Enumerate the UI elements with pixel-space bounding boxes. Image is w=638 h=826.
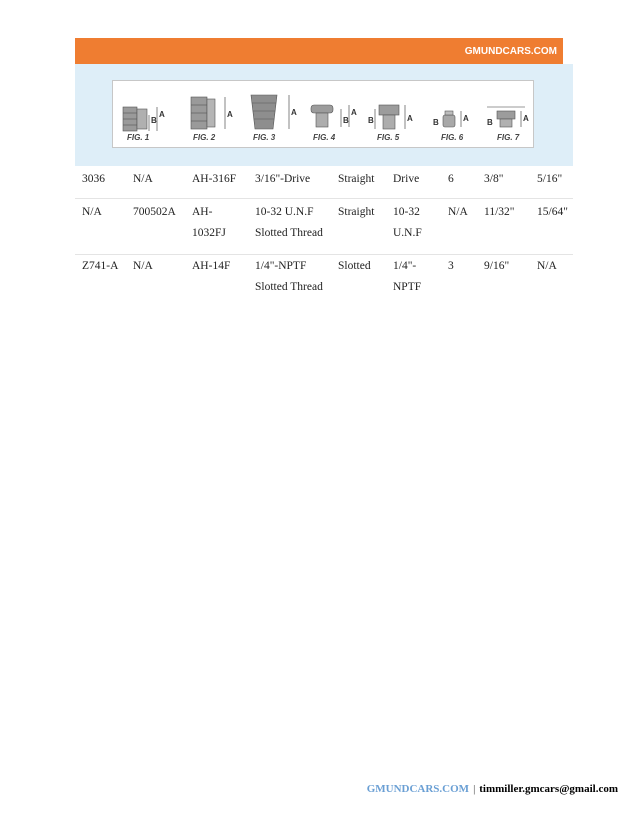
fig4-dim-b: B xyxy=(343,116,349,125)
table-cell: 9/16" xyxy=(484,260,510,272)
table-cell: 1/4"-NPTF Slotted Thread xyxy=(255,260,323,293)
fig3-drawing xyxy=(251,95,289,129)
fig6-dim-b: B xyxy=(433,118,439,127)
table-cell: 3 xyxy=(448,260,454,272)
table-cell: 10-32 U.N.F Slotted Thread xyxy=(255,206,323,239)
table-cell: 3/16"-Drive xyxy=(255,173,311,185)
fig3-label: FIG. 3 xyxy=(253,133,276,142)
fig5-label: FIG. 5 xyxy=(377,133,400,142)
fig3-dim-a: A xyxy=(291,108,297,117)
table-cell: AH- 1032FJ xyxy=(192,206,226,239)
fig7-dim-a: A xyxy=(523,114,529,123)
table-cell: AH-14F xyxy=(192,260,231,272)
table-cell: Straight xyxy=(338,173,375,185)
table-cell: 5/16" xyxy=(537,173,563,185)
table-row xyxy=(75,198,573,255)
table-cell: N/A xyxy=(133,260,153,272)
table-cell: 11/32" xyxy=(484,206,515,218)
footer-email-link[interactable]: timmiller.gmcars@gmail.com xyxy=(479,783,618,795)
header-bar xyxy=(75,38,563,64)
table-cell: 700502A xyxy=(133,206,176,218)
table-cell: Drive xyxy=(393,173,420,185)
table-cell: N/A xyxy=(448,206,468,218)
fig7-label: FIG. 7 xyxy=(497,133,520,142)
footer xyxy=(367,783,618,795)
fittings-figure xyxy=(112,80,534,148)
fig5-drawing xyxy=(375,105,405,129)
table-cell: N/A xyxy=(133,173,153,185)
table-cell: 3/8" xyxy=(484,173,504,185)
brand-label: GMUNDCARS.COM xyxy=(464,45,557,57)
table-cell: N/A xyxy=(82,206,102,218)
fig6-dim-a: A xyxy=(463,114,469,123)
table-cell: AH-316F xyxy=(192,173,237,185)
fig1-label: FIG. 1 xyxy=(127,133,150,142)
fig4-label: FIG. 4 xyxy=(313,133,336,142)
fig2-dim-a: A xyxy=(227,110,233,119)
fig5-dim-a: A xyxy=(407,114,413,123)
table-cell: Z741-A xyxy=(82,260,119,272)
table-cell: N/A xyxy=(537,260,557,272)
table-cell: 3036 xyxy=(82,173,105,185)
table-cell: Slotted xyxy=(338,260,371,272)
fig5-dim-b: B xyxy=(368,116,374,125)
fig1-dim-b: B xyxy=(151,116,157,125)
table-row xyxy=(75,166,573,199)
table-cell: 6 xyxy=(448,173,454,185)
fig6-drawing xyxy=(443,111,461,127)
fig6-label: FIG. 6 xyxy=(441,133,464,142)
table-cell: 1/4"- NPTF xyxy=(393,260,422,293)
fig1-dim-a: A xyxy=(159,110,165,119)
table-row xyxy=(75,254,573,304)
table-cell: 10-32 U.N.F xyxy=(393,206,422,239)
fig2-label: FIG. 2 xyxy=(193,133,216,142)
footer-site-link[interactable]: GMUNDCARS.COM xyxy=(366,783,470,795)
footer-separator: | xyxy=(473,783,476,795)
table-cell: Straight xyxy=(338,206,375,218)
fig4-dim-a: A xyxy=(351,108,357,117)
fig7-dim-b: B xyxy=(487,118,493,127)
fig2-drawing xyxy=(191,97,225,129)
table-cell: 15/64" xyxy=(537,206,568,218)
